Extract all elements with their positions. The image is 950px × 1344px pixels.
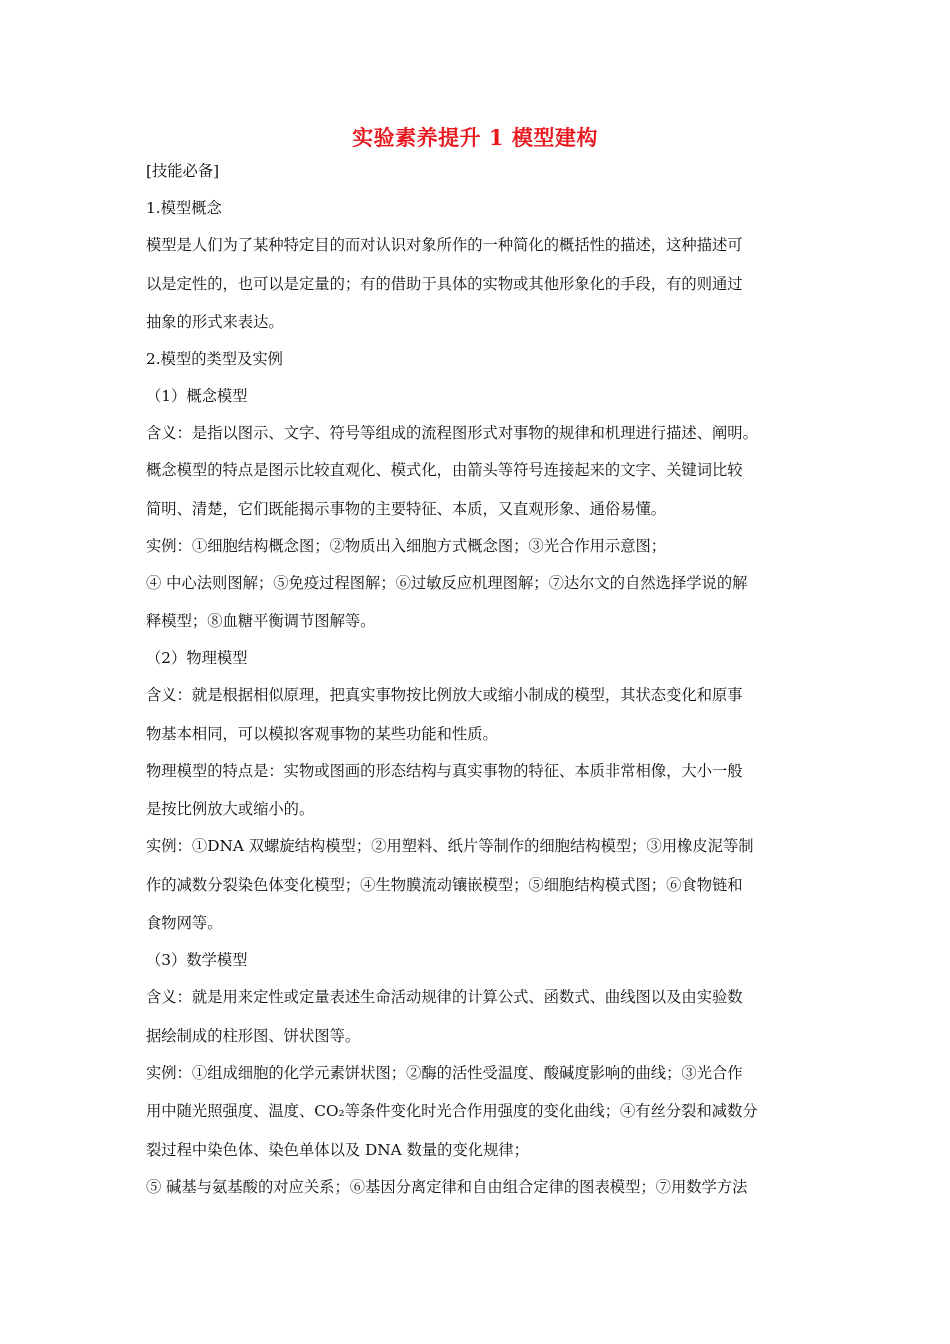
text-line: 含义：就是根据相似原理，把真实事物按比例放大或缩小制成的模型，其状态变化和原事 bbox=[146, 686, 743, 704]
text-line: 裂过程中染色体、染色单体以及 DNA 数量的变化规律； bbox=[146, 1140, 529, 1159]
text-line: [技能必备] bbox=[146, 162, 220, 180]
document-title: 实验素养提升 1 模型建构 bbox=[352, 125, 598, 150]
text-line: 2.模型的类型及实例 bbox=[146, 350, 283, 368]
text-line: 物基本相同，可以模拟客观事物的某些功能和性质。 bbox=[146, 724, 498, 743]
text-line: 用中随光照强度、温度、CO₂等条件变化时光合作用强度的变化曲线；④有丝分裂和减数分 bbox=[146, 1102, 758, 1120]
text-line: 模型是人们为了某种特定目的而对认识对象所作的一种简化的概括性的描述，这种描述可 bbox=[146, 236, 743, 254]
text-line: 实例：①细胞结构概念图；②物质出入细胞方式概念图；③光合作用示意图； bbox=[146, 536, 667, 555]
text-line: 实例：①DNA 双螺旋结构模型；②用塑料、纸片等制作的细胞结构模型；③用橡皮泥等制 bbox=[146, 837, 754, 855]
text-line: （2）物理模型 bbox=[146, 649, 248, 667]
text-line: 简明、清楚，它们既能揭示事物的主要特征、本质，又直观形象、通俗易懂。 bbox=[146, 499, 667, 518]
text-line: 含义：是指以图示、文字、符号等组成的流程图形式对事物的规律和机理进行描述、阐明。 bbox=[146, 424, 758, 442]
text-line: 概念模型的特点是图示比较直观化、模式化，由箭头等符号连接起来的文字、关键词比较 bbox=[146, 461, 743, 479]
text-line: 1.模型概念 bbox=[146, 199, 222, 217]
text-line: ⑤ 碱基与氨基酸的对应关系；⑥基因分离定律和自由组合定律的图表模型；⑦用数学方法 bbox=[146, 1177, 748, 1196]
text-line: 食物网等。 bbox=[146, 914, 223, 932]
text-line: 以是定性的，也可以是定量的；有的借助于具体的实物或其他形象化的手段，有的则通过 bbox=[146, 274, 743, 293]
text-line: 抽象的形式来表达。 bbox=[146, 313, 284, 331]
document-body bbox=[146, 156, 808, 1209]
text-line: 物理模型的特点是：实物或图画的形态结构与真实事物的特征、本质非常相像，大小一般 bbox=[146, 761, 743, 780]
text-line: ④ 中心法则图解；⑤免疫过程图解；⑥过敏反应机理图解；⑦达尔文的自然选择学说的解 bbox=[146, 573, 748, 592]
text-line: （1）概念模型 bbox=[146, 387, 248, 405]
text-line: 释模型；⑧血糖平衡调节图解等。 bbox=[146, 612, 376, 630]
text-line: 作的减数分裂染色体变化模型；④生物膜流动镶嵌模型；⑤细胞结构模式图；⑥食物链和 bbox=[146, 875, 743, 894]
text-line: 含义：就是用来定性或定量表述生命活动规律的计算公式、函数式、曲线图以及由实验数 bbox=[146, 988, 743, 1006]
text-line: 实例：①组成细胞的化学元素饼状图；②酶的活性受温度、酸碱度影响的曲线；③光合作 bbox=[146, 1063, 743, 1082]
text-line: 据绘制成的柱形图、饼状图等。 bbox=[146, 1026, 361, 1045]
text-line: （3）数学模型 bbox=[146, 951, 248, 969]
text-line: 是按比例放大或缩小的。 bbox=[146, 800, 315, 818]
